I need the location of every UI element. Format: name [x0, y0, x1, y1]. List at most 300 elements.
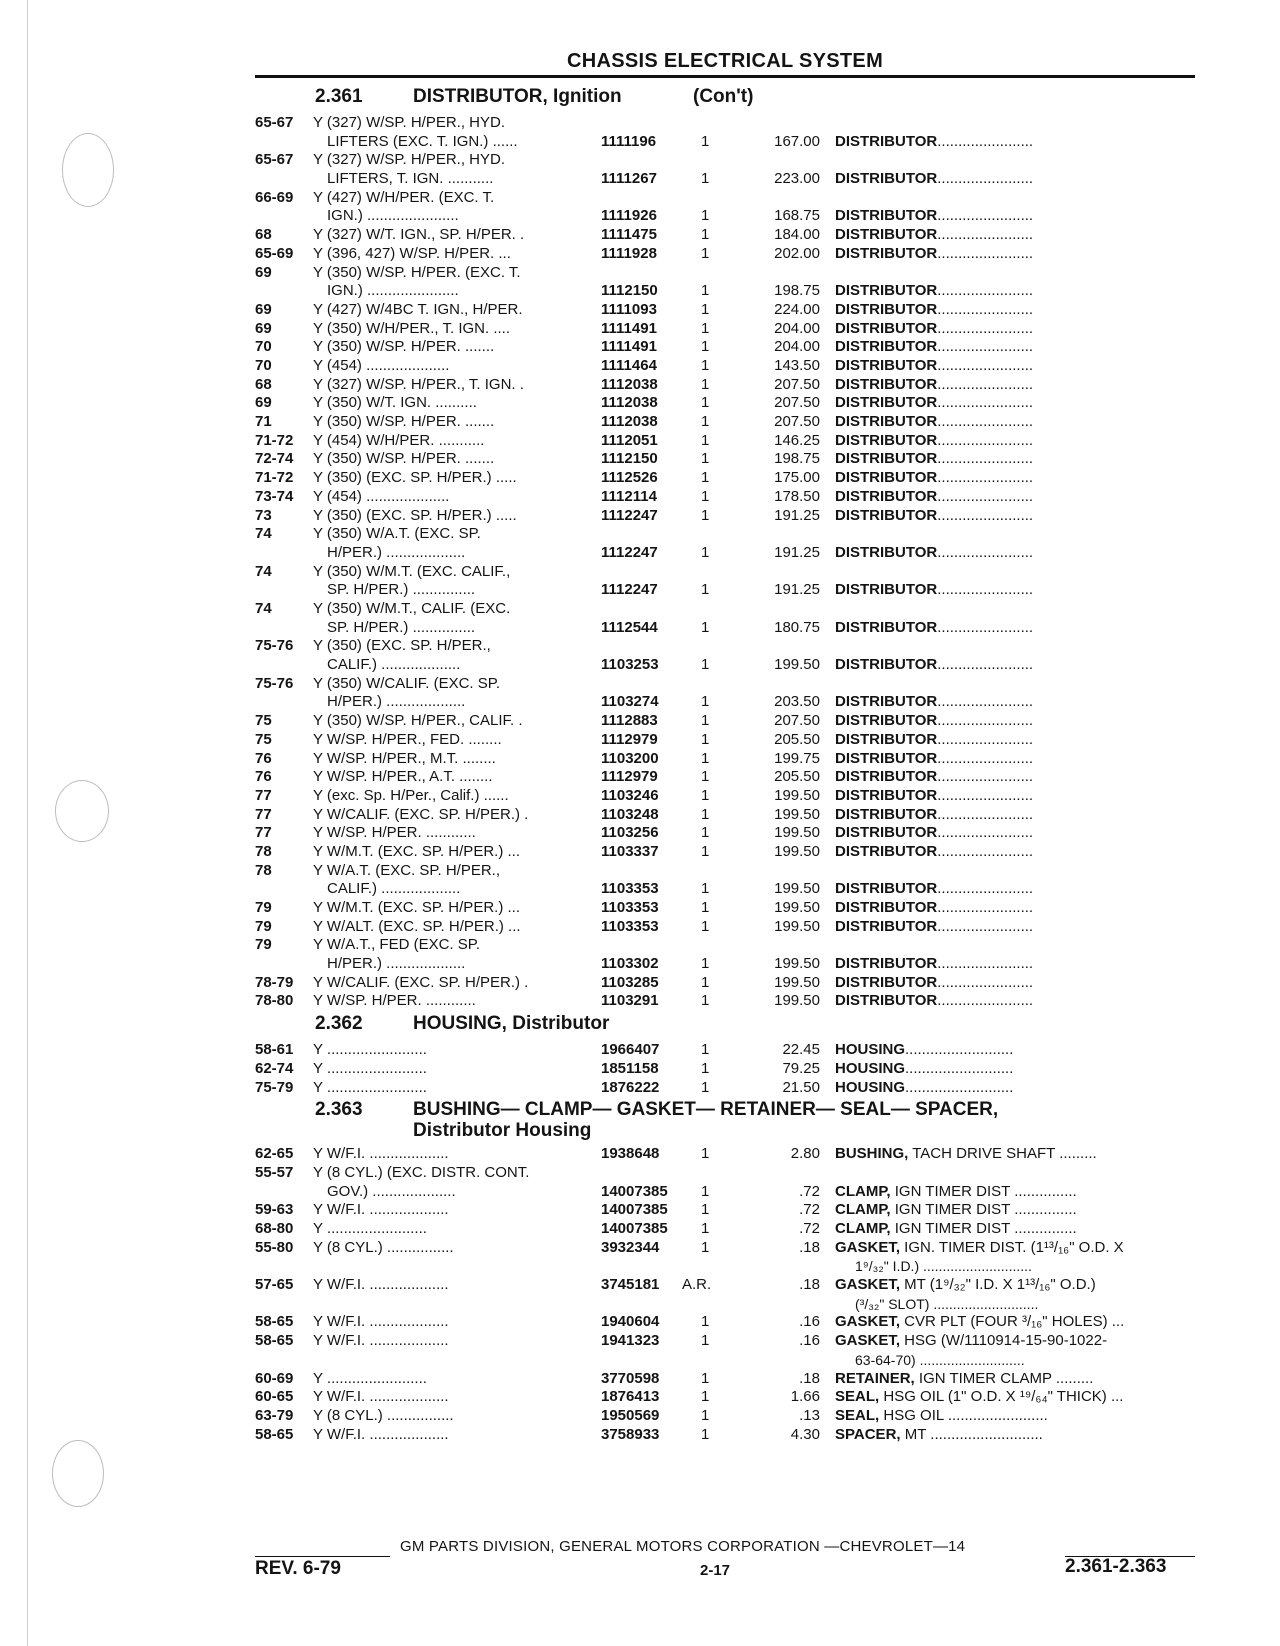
description-keyword: DISTRIBUTOR: [835, 469, 938, 487]
model-years: 79: [255, 917, 272, 935]
part-number: 1103253: [601, 656, 659, 674]
description: [835, 955, 1033, 974]
model-years: 69: [255, 394, 272, 412]
parts-row: [255, 675, 1195, 712]
quantity: 1: [701, 1182, 710, 1200]
model-years: 58-65: [255, 1313, 294, 1331]
quantity: 1: [701, 1369, 710, 1387]
description: [835, 133, 1033, 152]
quantity: 1: [701, 244, 710, 262]
section-heading: [255, 88, 1195, 114]
description-detail: .......................: [937, 899, 1034, 917]
price: 4.30: [790, 1425, 820, 1443]
application-text: Y (327) W/SP. H/PER., HYD.: [313, 151, 506, 169]
price: 223.00: [774, 170, 820, 188]
application-text: Y W/F.I. ...................: [313, 1425, 449, 1443]
part-number: 1876222: [601, 1078, 660, 1096]
description-keyword: DISTRIBUTOR: [835, 768, 938, 786]
description: [835, 544, 1033, 563]
part-number: 1112979: [601, 730, 658, 748]
punch-hole-top: [62, 133, 114, 207]
parts-row: [255, 320, 1195, 339]
application-text: Y (8 CYL.) ................: [313, 1406, 454, 1424]
parts-row: [255, 899, 1195, 918]
description: [835, 1220, 1077, 1239]
section-number: 2.362: [315, 1013, 363, 1035]
description-detail: IGN TIMER CLAMP .........: [914, 1369, 1094, 1387]
application-text: Y (454) W/H/PER. ...........: [313, 431, 485, 449]
description-continuation: 63-64-70) ...........................: [855, 1351, 1025, 1368]
quantity: 1: [701, 730, 710, 748]
quantity: 1: [701, 300, 710, 318]
part-number: 1103256: [601, 824, 659, 842]
description-keyword: DISTRIBUTOR: [835, 824, 938, 842]
quantity: 1: [701, 338, 710, 356]
model-years: 58-61: [255, 1041, 294, 1059]
model-years: 71-72: [255, 469, 294, 487]
description: [835, 320, 1033, 339]
description-detail: ..........................: [905, 1041, 1014, 1059]
description: [835, 1041, 1013, 1060]
price: .18: [799, 1369, 820, 1387]
price: .72: [799, 1182, 820, 1200]
description: [835, 338, 1033, 357]
description-keyword: CLAMP,: [835, 1220, 891, 1237]
description-keyword: DISTRIBUTOR: [835, 656, 938, 674]
part-number: 1103353: [601, 880, 659, 898]
part-number: 1111928: [601, 244, 657, 262]
model-years: 62-65: [255, 1145, 294, 1163]
part-number: 1938648: [601, 1145, 660, 1163]
application-text: Y (427) W/4BC T. IGN., H/PER.: [313, 300, 523, 318]
parts-row: [255, 1079, 1195, 1098]
page-edge-line: [27, 0, 28, 1646]
parts-row: [255, 450, 1195, 469]
description-keyword: DISTRIBUTOR: [835, 842, 938, 860]
price: .16: [799, 1313, 820, 1331]
model-years: 69: [255, 319, 272, 337]
footer-org-line: GM PARTS DIVISION, GENERAL MOTORS CORPORATION —CHEVROLET—14: [400, 1538, 966, 1555]
description-keyword: DISTRIBUTOR: [835, 300, 938, 318]
part-number: 1103302: [601, 955, 659, 973]
parts-row: [255, 1388, 1195, 1407]
application-text: Y W/F.I. ...................: [313, 1332, 449, 1350]
price: 191.25: [774, 506, 820, 524]
price: 205.50: [774, 730, 820, 748]
description: [835, 1201, 1077, 1220]
application-text: Y (350) W/T. IGN. ..........: [313, 394, 477, 412]
application-text: Y W/CALIF. (EXC. SP. H/PER.) .: [313, 973, 529, 991]
part-number: 1103246: [601, 786, 659, 804]
description: [835, 693, 1033, 712]
description-detail: .......................: [937, 487, 1034, 505]
model-years: 65-69: [255, 244, 294, 262]
application-text: Y W/SP. H/PER., A.T. ........: [313, 768, 493, 786]
application-text: SP. H/PER.) ...............: [327, 581, 476, 599]
description-keyword: CLAMP,: [835, 1201, 891, 1219]
page-title: CHASSIS ELECTRICAL SYSTEM: [566, 50, 884, 72]
quantity: 1: [701, 170, 710, 188]
description-keyword: BUSHING,: [835, 1145, 909, 1163]
description-detail: ..........................: [905, 1059, 1014, 1077]
application-text: Y W/A.T. (EXC. SP. H/PER.,: [313, 861, 500, 879]
quantity: 1: [701, 656, 710, 674]
description-detail: MT (1⁹/₃₂" I.D. X 1¹³/₁₆" O.D.): [900, 1276, 1096, 1294]
description: [835, 731, 1033, 750]
application-text: Y (8 CYL.) (EXC. DISTR. CONT.: [313, 1163, 530, 1181]
parts-row: [255, 712, 1195, 731]
price: 1.66: [790, 1388, 820, 1406]
application-text: Y W/F.I. ...................: [313, 1201, 449, 1219]
description-detail: .......................: [937, 469, 1034, 487]
part-number: 1112150: [601, 450, 658, 468]
price: 146.25: [774, 431, 820, 449]
application-text: CALIF.) ...................: [327, 656, 461, 674]
description-detail: .......................: [937, 506, 1034, 524]
page-number: 2-17: [700, 1562, 731, 1579]
revision-label: REV. 6-79: [255, 1558, 341, 1579]
part-number: 14007385: [601, 1201, 668, 1219]
parts-row: [255, 824, 1195, 843]
price: 207.50: [774, 712, 820, 730]
model-years: 70: [255, 357, 272, 374]
model-years: 75-76: [255, 674, 294, 692]
price: 199.50: [774, 955, 820, 973]
application-text: Y (350) W/H/PER., T. IGN. ....: [313, 319, 510, 337]
punch-hole-bottom: [52, 1440, 104, 1507]
model-years: 72-74: [255, 450, 294, 468]
description: [835, 918, 1033, 937]
quantity: 1: [701, 749, 710, 767]
part-number: 1112038: [601, 394, 658, 412]
application-text: Y W/CALIF. (EXC. SP. H/PER.) .: [313, 805, 529, 823]
description: [835, 394, 1033, 413]
part-number: 1111491: [601, 319, 657, 337]
description-keyword: DISTRIBUTOR: [835, 487, 938, 505]
description-detail: .......................: [937, 543, 1034, 561]
parts-row: [255, 301, 1195, 320]
price: .16: [799, 1332, 820, 1350]
price: .72: [799, 1201, 820, 1219]
part-number: 1950569: [601, 1406, 660, 1424]
description: [835, 843, 1033, 862]
description: [835, 376, 1033, 395]
parts-row: [255, 731, 1195, 750]
description-detail: CVR PLT (FOUR ³/₁₆" HOLES) ...: [900, 1313, 1125, 1331]
description: [835, 1313, 1124, 1332]
quantity: 1: [701, 1332, 710, 1350]
parts-row: [255, 376, 1195, 395]
description: [835, 1332, 1107, 1351]
parts-row: [255, 1370, 1195, 1389]
quantity: 1: [701, 824, 710, 842]
price: 199.50: [774, 973, 820, 991]
part-number: 3932344: [601, 1238, 660, 1256]
part-number: 1103353: [601, 917, 659, 935]
description-keyword: DISTRIBUTOR: [835, 712, 938, 730]
application-text: Y (350) W/SP. H/PER. .......: [313, 413, 495, 431]
parts-row: [255, 338, 1195, 357]
description: [835, 1060, 1013, 1079]
description-keyword: DISTRIBUTOR: [835, 880, 938, 898]
part-number: 14007385: [601, 1182, 668, 1200]
model-years: 65-67: [255, 151, 294, 169]
description-keyword: HOUSING: [835, 1041, 906, 1059]
part-number: 1103353: [601, 899, 659, 917]
price: 205.50: [774, 768, 820, 786]
price: 199.50: [774, 880, 820, 898]
model-years: 68: [255, 226, 272, 244]
parts-row: [255, 1276, 1195, 1313]
model-years: 71-72: [255, 431, 294, 449]
quantity: 1: [701, 973, 710, 991]
description-keyword: DISTRIBUTOR: [835, 618, 938, 636]
application-text: Y (350) W/SP. H/PER. .......: [313, 338, 495, 356]
model-years: 77: [255, 805, 272, 823]
section-subtitle: Distributor Housing: [413, 1120, 592, 1142]
description: [835, 581, 1033, 600]
description: [835, 787, 1033, 806]
part-number: 1876413: [601, 1388, 660, 1406]
parts-list: [255, 88, 1195, 1444]
model-years: 73: [255, 506, 272, 524]
parts-row: [255, 1407, 1195, 1426]
model-years: 66-69: [255, 188, 294, 206]
parts-row: [255, 1332, 1195, 1369]
section-continued-label: (Con't): [693, 86, 754, 107]
model-years: 68-80: [255, 1220, 294, 1237]
part-number: 1112114: [601, 487, 657, 505]
description-keyword: DISTRIBUTOR: [835, 786, 938, 804]
quantity: 1: [701, 712, 710, 730]
description: [835, 282, 1033, 301]
application-text: Y W/F.I. ...................: [313, 1313, 449, 1331]
quantity: 1: [701, 1059, 710, 1077]
section-heading: [255, 1015, 1195, 1041]
application-text: Y W/F.I. ...................: [313, 1276, 449, 1294]
model-years: 78: [255, 842, 272, 860]
price: 207.50: [774, 394, 820, 412]
parts-row: [255, 918, 1195, 937]
model-years: 68: [255, 375, 272, 393]
description: [835, 824, 1033, 843]
description-detail: .......................: [937, 338, 1034, 356]
parts-row: [255, 1201, 1195, 1220]
application-text: LIFTERS, T. IGN. ...........: [327, 170, 494, 188]
model-years: 60-69: [255, 1369, 294, 1387]
description-detail: .......................: [937, 319, 1034, 337]
application-text: Y (350) (EXC. SP. H/PER.) .....: [313, 469, 517, 487]
part-number: 1112247: [601, 581, 658, 599]
description-detail: .......................: [937, 973, 1034, 991]
model-years: 78: [255, 861, 272, 879]
application-text: Y W/SP. H/PER., M.T. ........: [313, 749, 496, 767]
price: 199.50: [774, 842, 820, 860]
quantity: 1: [701, 880, 710, 898]
quantity: 1: [701, 413, 710, 431]
model-years: 63-79: [255, 1406, 294, 1424]
application-text: GOV.) ....................: [327, 1182, 456, 1200]
description-keyword: DISTRIBUTOR: [835, 282, 938, 300]
description-detail: .......................: [937, 450, 1034, 468]
application-text: H/PER.) ...................: [327, 955, 466, 973]
description: [835, 1426, 1043, 1445]
description: [835, 1239, 1124, 1258]
parts-row: [255, 1426, 1195, 1445]
application-text: Y W/M.T. (EXC. SP. H/PER.) ...: [313, 842, 520, 860]
description-keyword: DISTRIBUTOR: [835, 244, 938, 262]
description-keyword: DISTRIBUTOR: [835, 899, 938, 917]
description-keyword: DISTRIBUTOR: [835, 226, 938, 244]
price: 168.75: [774, 207, 820, 225]
model-years: 71: [255, 413, 272, 431]
description-detail: IGN TIMER DIST ...............: [890, 1182, 1077, 1200]
description-keyword: HOUSING: [835, 1078, 906, 1096]
parts-row: [255, 1145, 1195, 1164]
parts-row: [255, 469, 1195, 488]
description-keyword: CLAMP,: [835, 1182, 891, 1200]
application-text: H/PER.) ...................: [327, 693, 466, 711]
model-years: 78-79: [255, 973, 294, 991]
description-detail: .......................: [937, 300, 1034, 318]
model-years: 74: [255, 525, 272, 543]
model-years: 57-65: [255, 1276, 294, 1294]
description-detail: .......................: [937, 207, 1034, 225]
part-number: 14007385: [601, 1220, 668, 1237]
description: [835, 880, 1033, 899]
part-number: 1111475: [601, 226, 657, 244]
description-detail: .......................: [937, 413, 1034, 431]
quantity: 1: [701, 282, 710, 300]
description: [835, 750, 1033, 769]
description: [835, 712, 1033, 731]
model-years: 59-63: [255, 1201, 294, 1219]
description: [835, 992, 1033, 1011]
description-continuation: 1⁹/₃₂" I.D.) ............................: [855, 1258, 1032, 1275]
parts-row: [255, 1060, 1195, 1079]
application-text: Y (350) W/SP. H/PER. .......: [313, 450, 495, 468]
parts-row: [255, 936, 1195, 973]
part-number: 1111196: [601, 132, 657, 150]
application-text: Y (350) W/M.T., CALIF. (EXC.: [313, 599, 511, 617]
description: [835, 488, 1033, 507]
quantity: 1: [701, 1238, 710, 1256]
quantity: 1: [701, 768, 710, 786]
application-text: Y (350) (EXC. SP. H/PER.,: [313, 637, 491, 655]
description-detail: .......................: [937, 786, 1034, 804]
quantity: 1: [701, 394, 710, 412]
model-years: 76: [255, 768, 272, 786]
model-years: 74: [255, 562, 272, 580]
price: .18: [799, 1276, 820, 1294]
parts-row: [255, 264, 1195, 301]
parts-row: [255, 226, 1195, 245]
model-years: 55-80: [255, 1238, 294, 1256]
price: 199.50: [774, 992, 820, 1010]
price: 199.50: [774, 899, 820, 917]
description: [835, 1388, 1123, 1407]
parts-row: [255, 189, 1195, 226]
description-keyword: DISTRIBUTOR: [835, 543, 938, 561]
description-detail: .......................: [937, 581, 1034, 599]
quantity: 1: [701, 543, 710, 561]
part-number: 1112038: [601, 375, 658, 393]
description-detail: IGN TIMER DIST ...............: [890, 1201, 1077, 1219]
price: .13: [799, 1406, 820, 1424]
description-keyword: GASKET,: [835, 1313, 901, 1331]
model-years: 69: [255, 300, 272, 318]
price: 198.75: [774, 450, 820, 468]
part-number: 3758933: [601, 1425, 660, 1443]
parts-row: [255, 432, 1195, 451]
description-detail: .......................: [937, 824, 1034, 842]
application-text: Y W/SP. H/PER. ............: [313, 992, 476, 1010]
parts-row: [255, 525, 1195, 562]
price: 22.45: [782, 1041, 820, 1059]
description: [835, 207, 1033, 226]
description: [835, 226, 1033, 245]
description-keyword: DISTRIBUTOR: [835, 357, 938, 374]
quantity: 1: [701, 1220, 710, 1237]
description-detail: .......................: [937, 712, 1034, 730]
description-keyword: DISTRIBUTOR: [835, 431, 938, 449]
application-text: Y ........................: [313, 1220, 427, 1237]
description-detail: .......................: [937, 357, 1034, 374]
part-number: 1112051: [601, 431, 658, 449]
model-years: 75: [255, 712, 272, 730]
model-years: 60-65: [255, 1388, 294, 1406]
description-detail: .......................: [937, 226, 1034, 244]
description: [835, 469, 1033, 488]
parts-row: [255, 1041, 1195, 1060]
punch-hole-middle: [55, 780, 109, 842]
description: [835, 656, 1033, 675]
section-heading: [255, 1101, 1195, 1145]
quantity: 1: [701, 207, 710, 225]
quantity: 1: [701, 1201, 710, 1219]
application-text: Y (350) (EXC. SP. H/PER.) .....: [313, 506, 517, 524]
model-years: 76: [255, 749, 272, 767]
description: [835, 806, 1033, 825]
quantity: 1: [701, 1145, 710, 1163]
part-number: 1112150: [601, 282, 658, 300]
application-text: Y (427) W/H/PER. (EXC. T.: [313, 188, 495, 206]
price: 207.50: [774, 375, 820, 393]
quantity: A.R.: [682, 1276, 712, 1294]
quantity: 1: [701, 1041, 710, 1059]
section-title: BUSHING— CLAMP— GASKET— RETAINER— SEAL— SPACER,: [413, 1099, 999, 1121]
parts-row: [255, 488, 1195, 507]
description: [835, 619, 1033, 638]
application-text: Y (exc. Sp. H/Per., Calif.) ......: [313, 786, 509, 804]
description-detail: .......................: [937, 805, 1034, 823]
application-text: Y (454) ....................: [313, 357, 450, 374]
description: [835, 1276, 1096, 1295]
price: 199.50: [774, 786, 820, 804]
description-continuation: (³/₃₂" SLOT) ...........................: [855, 1295, 1039, 1312]
application-text: Y (327) W/SP. H/PER., HYD.: [313, 114, 506, 131]
section-number: 2.361: [315, 86, 363, 107]
description-keyword: DISTRIBUTOR: [835, 693, 938, 711]
description: [835, 357, 1033, 376]
parts-row: [255, 413, 1195, 432]
description-detail: .......................: [937, 394, 1034, 412]
part-number: 1112247: [601, 506, 658, 524]
description: [835, 432, 1033, 451]
description: [835, 301, 1033, 320]
description-keyword: SEAL,: [835, 1388, 880, 1406]
part-number: 3745181: [601, 1276, 660, 1294]
